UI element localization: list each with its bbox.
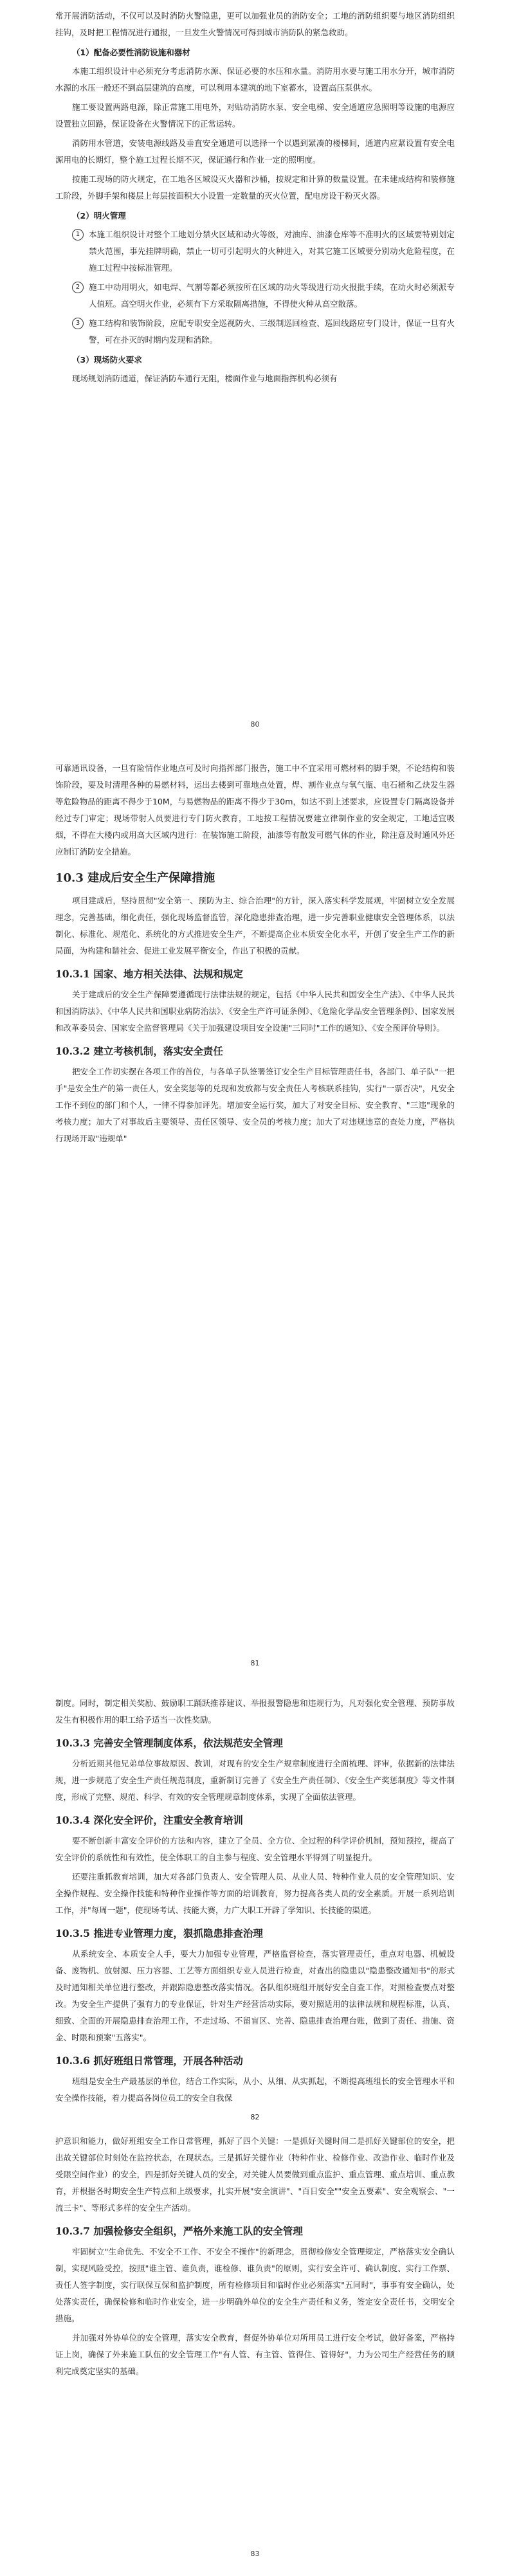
- paragraph: 项目建成后，坚持贯彻"安全第一、预防为主、综合治理"的方针，深入落实科学发展观，牢固树立安全发展理念，完善基础，细化责任，强化现场监督监管，深化隐患排查治理，进一步完善职业健康安全管理体系，以法制化、标准化、规范化、系统化的方式推进安全生产，不断提高企业本质安全化水平，开创了安全生产工作的新局面，为构建和谐社会、促进工业发展平衡安全，作出了积极的贡献。: [55, 896, 455, 956]
- paragraph: 本施工组织设计中必须充分考虑消防水源、保证必要的水压和水量。消防用水要与施工用水分开，城市消防水源的水压一般还不到高层建筑的高度，可以利用本建筑的地下室蓄水，设置高压泵供水。: [55, 66, 455, 93]
- paragraph: 要不断创新丰富安全评价的方法和内容，建立了全员、全方位、全过程的科学评价机制，预知预控，提高了安全评价的系统性和有效性，使全体职工的自主参与程度、安全管理水平得到了明显提升。: [55, 1836, 455, 1862]
- list-item-text: 施工结构和装饰阶段，应配专职安全巡视防火、三级制巡回检查、巡回线路应专门设计，保证一旦有火警，可在扑灭的时期内发现和消除。: [89, 318, 455, 345]
- circled-number-icon: 2: [72, 282, 84, 293]
- subheading-open-fire: （2）明火管理: [72, 211, 126, 221]
- paragraph: 可靠通讯设备，一旦有险情作业地点可及时向指挥部门报告，施工中不宜采用可燃材料的脚手架，不论结构和装饰阶段，要及时清理各种的易燃材料，运出去楼到可靠地点处置，焊、割作业点与氧气瓶、电石桶和乙炔发生器等危险物品的距离不得少于10M，与易燃物品的距离不得少于30m，如达不到上述要求，应设置专门隔离设备并经过专门审定；现场带射人员要进行专门防火教育，工地按工程情况要建立律制作业的安全规定，工地适宜吸烟，不得在大楼内或用高大区域内进行：在装饰施工阶段，油漆等有散发可燃气体的作业，除注意及时通风外还应制订消防安全措施。: [55, 763, 455, 857]
- section-heading: 10.3 建成后安全生产保障措施: [55, 871, 215, 885]
- page-80-content: [55, 8, 455, 390]
- page-number: 83: [250, 2550, 260, 2558]
- list-item-text: 本施工组织设计对整个工地划分禁火区域和动火等级，对油库、油漆仓库等不准明火的区域要特别划定禁火范围，事先挂牌明确，禁止一切可引起明火的火种进入，对其它施工区域要分别动火危险程度，在施工过程中按标准管理。: [89, 230, 455, 273]
- subsection-heading: 10.3.4 深化安全评价，注重安全教育培训: [55, 1814, 243, 1826]
- paragraph: 并加强对外协单位的安全管理，落实安全教育，督促外协单位对所用员工进行安全考试，做好备案，严格持证上岗，确保了外来施工队伍的安全管理工作"有人管、有主管、管得住、管得好"，力为公司生产经营任务的顺利完成奠定坚实的基础。: [55, 2333, 455, 2376]
- page-number: 80: [250, 720, 260, 729]
- paragraph: 制度。同时，制定相关奖励、鼓励职工踊跃推荐建议、举报报警隐患和违规行为，凡对强化安全管理、预防事故发生有积极作用的职工给予适当一次性奖励。: [55, 1698, 455, 1725]
- list-item: [55, 279, 455, 313]
- subsection-heading: 10.3.1 国家、地方相关法律、法规和规定: [55, 968, 243, 980]
- page-number: 82: [250, 2113, 260, 2121]
- list-item: [55, 315, 455, 349]
- paragraph: 牢固树立"生命优先、不安全不工作、不安全不操作"的新理念，贯彻检修安全管理规定，严格落实安全确认制，实现风险受控，按照"谁主管、谁负责，谁检修、谁负责"的原则，实行安全许可、确认制度、实行工作票、责任人签字制度，实行联保互保和监护制度，所有检修项目和临时作业必须落实"五同时"，事事有安全确认，处处落实责任，确保检修和临时作业安全，进一步明确外单位的安全生产责任和义务，签定安全责任书，交明安全措施。: [55, 2247, 455, 2323]
- circled-number-icon: 3: [72, 318, 84, 329]
- page-81-content: [55, 760, 455, 1150]
- subsection-heading: 10.3.6 抓好班组日常管理，开展各种活动: [55, 2054, 243, 2067]
- paragraph: 分析近期其他兄弟单位事故原因、教训，对现有的安全生产规章制度进行全面梳理、评审，依据新的法律法规，进一步规范了安全生产责任规范制度，重新制订完善了《安全生产责任制》、《安全生产奖惩制度》等文件制度，形成了完整、规范、科学、有效的安全管理规章制度体系，实现了全面依法管理。: [55, 1759, 455, 1802]
- paragraph: 按施工现场的防火规定，在工地各区域设灭火器和沙桶，按规定和计算的数量设置。在未建成结构和装修施工阶段，外脚手架和楼层上每层按面积大小设置一定数量的灭火位置，配电房设干粉灭火器。: [55, 174, 455, 201]
- subsection-heading: 10.3.7 加强检修安全组织，严格外来施工队的安全管理: [55, 2225, 303, 2237]
- list-item-text: 施工中动用明火，如电焊、气割等都必须按所在区域的动火等级进行动火报批手续，在动火时必须派专人值班。高空明火作业，必须有下方采取隔离措施，不得使火种从高空散落。: [89, 282, 455, 309]
- paragraph: 护意识和能力，做好班组安全工作日常管理，抓好了四个关键：一是抓好关键时间二是抓好关键部位的安全，把出故关键部位时刻处在监控状态，在现状态。三是抓好关键作业（特种作业、检修作业、改造作业、临时作业及受限空间作业）的安全，四是抓好关键人员的安全，对关键人员要做到重点监护、重点管理、重点培训、重点教育，并根据各时期安全生产特点和上级要求，扎实开展"安全演讲"、"百日安全""安全五要素"、安全观察会、"一流三卡"、等形式多样的安全生产活动。: [55, 2136, 455, 2213]
- paragraph: 消防用水管道，安装电源线路及垂直安全通道可以选择一个以遇到紧凑的楼梯间，通道内应紧设置有安全电源用电的长期灯，整个施工过程长期不灭，保证通行和作业一定的照明度。: [55, 138, 455, 165]
- list-item: [55, 226, 455, 277]
- subheading-site-fire: （3）现场防火要求: [72, 355, 142, 365]
- subsection-heading: 10.3.5 推进专业管理力度，狠抓隐患排查治理: [55, 1927, 263, 1939]
- paragraph: 从系统安全、本质安全人手，要大力加强专业管理，严格监督检查，落实管理责任，重点对电器、机械设备、废物机、放射源、压力容器、工艺等方面组织专业人员进行检查，对查出的隐患以"隐患整改通知书"的形式及时通知相关单位进行整改，并跟踪隐患整改落实情况。各队组织班组开展好安全自查工作，对照检查要点对整改。为安全生产提供了强有力的专业保证，针对生产经营活动实际，要对照适用的法律法规和规程标准，认真、细致、全面的开展隐患排查治理工作，不走过场、不留盲区、完善、隐患排查治理台账，做到了责任、措施、资金、时限和预案"五落实"。: [55, 1949, 455, 2042]
- subsection-heading: 10.3.3 完善安全管理制度体系，依法规范安全管理: [55, 1737, 283, 1749]
- paragraph: 常开展消防活动，不仅可以及时消防火警隐患，更可以加强业员的消防安全；工地的消防组织要与地区消防组织挂钩，及时把工程情况进行通报，一旦发生火警情况可得到城市消防队的紧急救助。: [55, 11, 455, 37]
- paragraph: 关于建成后的安全生产保障要遵循现行法律法规的规定，包括《中华人民共和国安全生产法》、《中华人民共和国消防法》、《中华人民共和国职业病防治法》、《安全生产许可证条例》、《危险化学品安全管理条例》、国家发展和改革委员会、国家安全监督管理局《关于加强建设项目安全设施"三同时"工作的通知》、《安全预评价导则》。: [55, 990, 455, 1033]
- paragraph: 班组是安全生产最基层的单位，结合工作实际，从小、从细、从实抓起，不断提高班组长的安全管理水平和安全操作技能，着力提高各岗位员工的安全自我保: [55, 2076, 455, 2103]
- paragraph: 现场规划消防通道，保证消防车通行无阻，楼面作业与地面指挥机构必须有: [72, 374, 338, 383]
- page-81: [0, 752, 510, 1685]
- page-82-83: [0, 1685, 510, 2576]
- subsection-heading: 10.3.2 建立考核机制，落实安全责任: [55, 1045, 223, 1057]
- paragraph: 把安全工作切实摆在各项工作的首位，与各单子队签署签订安全生产目标管理责任书，各部门、单子队"一把手"是安全生产的第一责任人，安全奖惩等的兑现和发放都与安全责任人考核联系挂钩，实行"一票否决"，凡安全工作不到位的部门和个人，一律不得参加评先。增加安全运行奖，加大了对安全目标、安全教育、"三违"现象的考核力度；加大了对事故后主要领导、责任区领导、安全员的考核力度；加大了对违规违章的查处力度，严格执行现场开取"违规单": [55, 1067, 455, 1143]
- circled-number-icon: 1: [72, 229, 84, 240]
- subheading-equipment: （1）配备必要性消防设施和器材: [72, 48, 190, 57]
- page-number: 81: [250, 1659, 260, 1667]
- paragraph: 施工要设置两路电源，除正常施工用电外，对贴动消防水泵、安全电梯、安全通道应急照明等设施的电源应设置独立回路，保证设备在火警情况下的正常运转。: [55, 102, 455, 129]
- paragraph: 还要注重抓教育培训，加大对各部门负责人、安全管理人员、从业人员、特种作业人员的安全管理知识、安全操作规程、安全操作技能和特种作业操作等方面的培训教育，努力提高各类人员的安全素质。开展一系列培训工作，并"每周一题"，使现场考试、技能大赛，力广大职工开辟了学知识、长技能的渠道。: [55, 1872, 455, 1915]
- page-80: [0, 0, 510, 752]
- page-82-content: [55, 1695, 455, 2382]
